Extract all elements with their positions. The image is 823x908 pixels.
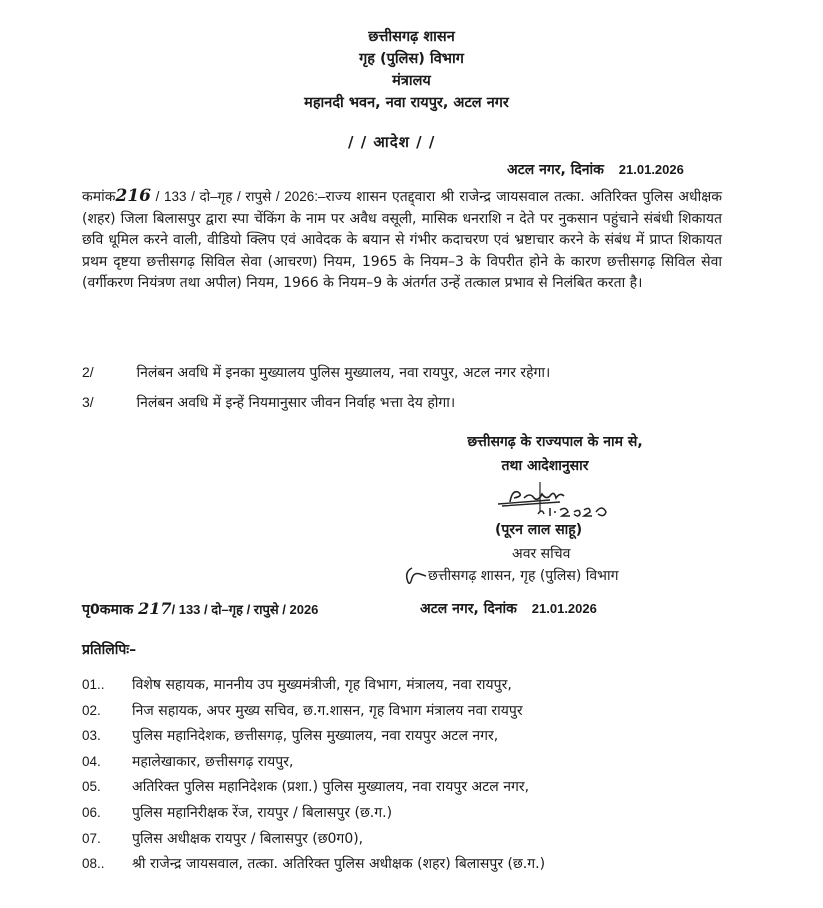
- header-government: छत्तीसगढ़ शासन: [368, 29, 455, 45]
- signature-order-line: तथा आदेशानुसार: [501, 458, 589, 474]
- endorsement-reference: / 133 / दो–गृह / रापुसे / 2026: [171, 602, 319, 617]
- order-reference: / 133 / दो–गृह / रापुसे / 2026:–: [151, 189, 326, 204]
- copy-to-number: 04.: [82, 753, 101, 769]
- endorsement-date: 21.01.2026: [531, 601, 597, 616]
- order-point-number: 3/: [82, 394, 94, 410]
- copy-to-number: 08..: [82, 856, 105, 872]
- order-point-text: निलंबन अवधि में इन्हें नियमानुसार जीवन निर्वाह भत्ता देय होगा।: [136, 395, 456, 411]
- header-department: गृह (पुलिस) विभाग: [359, 51, 464, 67]
- copy-to-text: निज सहायक, अपर मुख्य सचिव, छ.ग.शासन, गृह विभाग मंत्रालय नवा रायपुर: [132, 702, 523, 719]
- order-place-date-label: अटल नगर, दिनांक: [507, 162, 604, 178]
- signature-authority-line: छत्तीसगढ़ के राज्यपाल के नाम से,: [467, 434, 643, 450]
- order-date: 21.01.2026: [618, 162, 684, 177]
- copy-to-item: [82, 851, 762, 877]
- copy-to-item: [82, 698, 762, 724]
- order-body-paragraph: [82, 186, 722, 295]
- order-point: [82, 393, 455, 412]
- copy-to-item: [82, 749, 762, 775]
- copy-to-item: [82, 723, 762, 749]
- signatory-department: छत्तीसगढ़ शासन, गृह (पुलिस) विभाग: [428, 568, 619, 584]
- header-ministry: मंत्रालय: [392, 73, 431, 89]
- endorsement-place-date-label: अटल नगर, दिनांक: [420, 601, 517, 617]
- order-point-number: 2/: [82, 364, 94, 380]
- order-title: / / आदेश / /: [348, 133, 436, 151]
- copy-to-text: पुलिस महानिरीक्षक रेंज, रायपुर / बिलासपुर (छ.ग.): [132, 804, 393, 821]
- endorsement-number-handwritten: 217: [138, 599, 172, 618]
- copy-to-number: 03.: [82, 728, 101, 744]
- copy-to-list: [82, 672, 762, 877]
- copy-to-text: श्री राजेन्द्र जायसवाल, तत्का. अतिरिक्त पुलिस अधीक्षक (शहर) बिलासपुर (छ.ग.): [132, 856, 546, 873]
- copy-to-text: पुलिस महानिदेशक, छत्तीसगढ़, पुलिस मुख्यालय, नवा रायपुर अटल नगर,: [132, 728, 499, 745]
- order-number-prefix: कमांक: [82, 189, 116, 205]
- copy-to-text: पुलिस अधीक्षक रायपुर / बिलासपुर (छ0ग0),: [132, 830, 364, 847]
- endorsement-number: [82, 599, 318, 619]
- copy-to-text: महालेखाकार, छत्तीसगढ़ रायपुर,: [132, 753, 294, 770]
- copy-to-number: 06.: [82, 804, 101, 820]
- copy-to-item: [82, 800, 762, 826]
- copy-to-text: अतिरिक्त पुलिस महानिदेशक (प्रशा.) पुलिस मुख्यालय, नवा रायपुर अटल नगर,: [132, 779, 530, 796]
- order-place-date: [507, 160, 684, 179]
- endorsement-place-date: [420, 599, 597, 618]
- copy-to-number: 05.: [82, 779, 101, 795]
- header-address: महानदी भवन, नवा रायपुर, अटल नगर: [304, 95, 509, 111]
- copy-to-text: विशेष सहायक, माननीय उप मुख्यमंत्रीजी, गृह विभाग, मंत्रालय, नवा रायपुर,: [132, 677, 512, 693]
- signatory-designation: अवर सचिव: [512, 546, 571, 562]
- copy-to-item: [82, 672, 762, 698]
- order-point-text: निलंबन अवधि में इनका मुख्यालय पुलिस मुख्यालय, नवा रायपुर, अटल नगर रहेगा।: [136, 365, 551, 381]
- copy-to-number: 02.: [82, 702, 101, 718]
- copy-to-label: प्रतिलिपिः–: [82, 642, 137, 658]
- order-body-text: राज्य शासन एतद्द्वारा श्री राजेन्द्र जायसवाल तत्का. अतिरिक्त पुलिस अधीक्षक (शहर) जिला बिलासपुर द्वारा स्पा चेंकिंग के नाम पर अवैध वसूली, मासिक धनराशि न देते पर नुकसान पहुंचाने संबंधी शिकायत छवि धूमिल करने वाली, वीडियो क्लिप एवं आवेदक के बयान से गंभीर कदाचरण एवं भ्रष्टाचार करने के संबंध में प्राप्त शिकायत प्रथम दृष्टया छत्तीसगढ़ सिविल सेवा (आचरण) नियम, 1965 के नियम–3 के विपरीत होने के कारण छत्तीसगढ़ सिविल सेवा (वर्गीकरण नियंत्रण तथा अपील) नियम, 1966 के नियम–9 के अंतर्गत उन्हें तत्काल प्रभाव से निलंबित करता है।: [82, 189, 722, 292]
- handwritten-signature: [490, 482, 670, 524]
- copy-to-item: [82, 826, 762, 852]
- signatory-name: (पूरन लाल साहू): [495, 522, 583, 538]
- copy-to-number: 07.: [82, 830, 101, 846]
- order-number-handwritten: 216: [115, 186, 152, 206]
- order-point: [82, 363, 550, 382]
- handwritten-initial: [398, 564, 428, 588]
- copy-to-item: [82, 774, 762, 800]
- copy-to-number: 01..: [82, 677, 105, 692]
- endorsement-prefix: पृ0कमाक: [82, 602, 139, 618]
